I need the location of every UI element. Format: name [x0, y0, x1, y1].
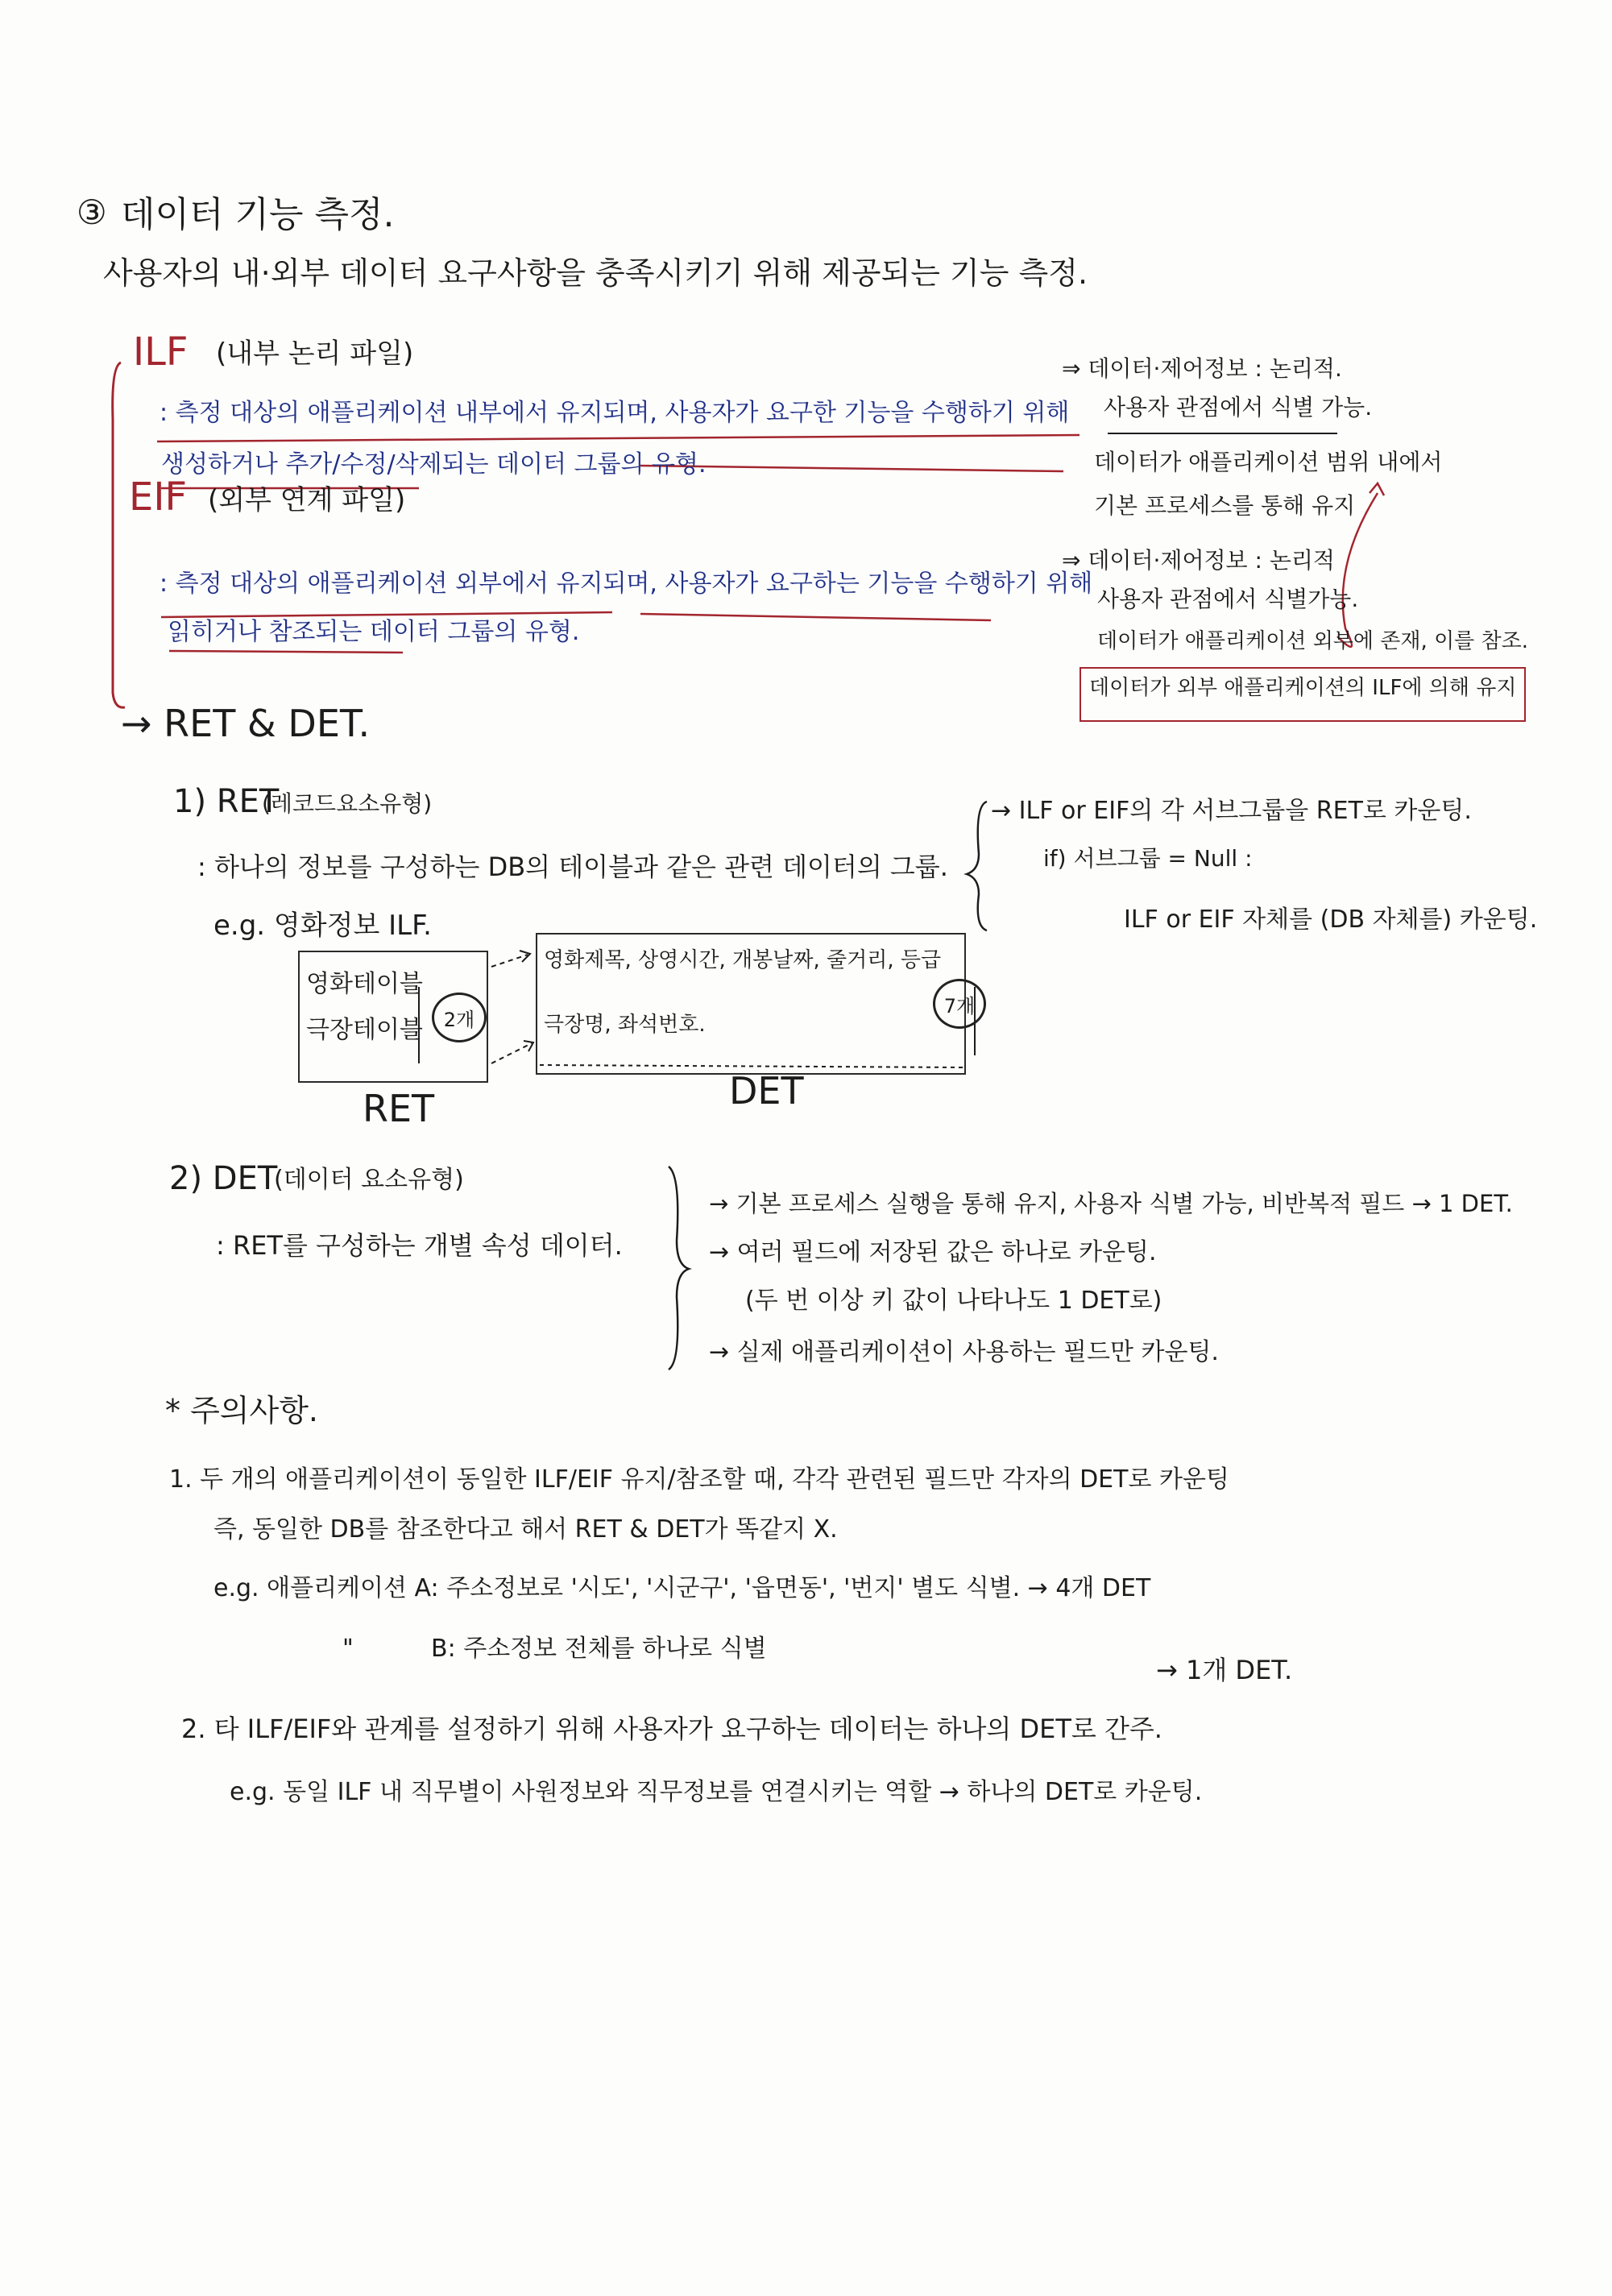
- ret-count: 2개: [443, 1008, 475, 1031]
- det-count-circle: [933, 979, 986, 1029]
- det-desc: : RET를 구성하는 개별 속성 데이터.: [216, 1230, 623, 1261]
- eif-desc-line2: 읽히거나 참조되는 데이터 그룹의 유형.: [168, 618, 580, 646]
- eif-paren: (외부 연계 파일): [208, 484, 406, 516]
- side-note-8: 데이터가 외부 애플리케이션의 ILF에 의해 유지: [1089, 676, 1517, 700]
- eif-label: EIF: [129, 475, 188, 520]
- det-fields-line2: 극장명, 좌석번호.: [544, 1013, 706, 1037]
- ret-example: e.g. 영화정보 ILF.: [213, 910, 432, 942]
- ilf-paren: (내부 논리 파일): [216, 338, 414, 370]
- caution-2-line1: 2. 타 ILF/EIF와 관계를 설정하기 위해 사용자가 요구하는 데이터는 하나의 DET로 간주.: [181, 1714, 1162, 1744]
- caution-1-example-b: B: 주소정보 전체를 하나로 식별: [431, 1635, 767, 1663]
- side-note-6: 사용자 관점에서 식별가능.: [1097, 586, 1359, 612]
- ret-count-circle: [432, 993, 487, 1042]
- caution-2-line2: e.g. 동일 ILF 내 직무별이 사원정보와 직무정보를 연결시키는 역할 → 하나의 DET로 카운팅.: [230, 1778, 1203, 1806]
- page-title: 데이터 기능 측정.: [121, 194, 395, 235]
- side-note-4: 기본 프로세스를 통해 유지: [1094, 492, 1356, 519]
- intro-line: 사용자의 내·외부 데이터 요구사항을 충족시키기 위해 제공되는 기능 측정.: [103, 255, 1088, 291]
- section-number: ③: [77, 193, 107, 232]
- ret-det-heading: → RET & DET.: [121, 702, 371, 745]
- ret-desc: : 하나의 정보를 구성하는 DB의 테이블과 같은 관련 데이터의 그룹.: [197, 852, 948, 882]
- ret-note-1: → ILF or EIF의 각 서브그룹을 RET로 카운팅.: [991, 797, 1472, 825]
- ilf-label: ILF: [133, 329, 189, 375]
- det-count: 7개: [943, 994, 976, 1017]
- det-note-1: → 기본 프로세스 실행을 통해 유지, 사용자 식별 가능, 비반복적 필드 → 1 DET.: [709, 1190, 1513, 1217]
- caution-1-ditto-mark: ": [342, 1635, 354, 1663]
- ret-table-1: 영화테이블: [306, 970, 423, 998]
- ret-note-3: ILF or EIF 자체를 (DB 자체를) 카운팅.: [1124, 906, 1538, 934]
- det-paren: (데이터 요소유형): [274, 1166, 464, 1194]
- det-box-label: DET: [729, 1069, 804, 1113]
- caution-1-example-b-result: → 1개 DET.: [1156, 1655, 1293, 1685]
- side-note-2: 사용자 관점에서 식별 가능.: [1104, 394, 1373, 421]
- ilf-desc-line2: 생성하거나 추가/수정/삭제되는 데이터 그룹의 유형.: [161, 450, 707, 479]
- ret-table-2: 극장테이블: [306, 1016, 423, 1044]
- det-heading: 2) DET: [169, 1160, 278, 1197]
- caution-1-line2: 즉, 동일한 DB를 참조한다고 해서 RET & DET가 똑같지 X.: [213, 1515, 838, 1544]
- side-note-5: ⇒ 데이터·제어정보 : 논리적: [1062, 547, 1335, 574]
- det-note-2: → 여러 필드에 저장된 값은 하나로 카운팅.: [709, 1238, 1157, 1266]
- det-fields-line1: 영화제목, 상영시간, 개봉날짜, 줄거리, 등급: [544, 948, 942, 972]
- det-note-3: (두 번 이상 키 값이 나타나도 1 DET로): [745, 1287, 1162, 1315]
- side-note-3: 데이터가 애플리케이션 범위 내에서: [1094, 449, 1443, 475]
- ilf-desc-line1: : 측정 대상의 애플리케이션 내부에서 유지되며, 사용자가 요구한 기능을 수행하기 위해: [160, 399, 1070, 427]
- side-note-1: ⇒ 데이터·제어정보 : 논리적.: [1062, 355, 1342, 382]
- side-note-7: 데이터가 애플리케이션 외부에 존재, 이를 참조.: [1097, 629, 1529, 653]
- ret-box-label: RET: [363, 1087, 435, 1130]
- eif-desc-line1: : 측정 대상의 애플리케이션 외부에서 유지되며, 사용자가 요구하는 기능을 수행하기 위해: [160, 570, 1093, 598]
- ret-heading: 1) RET: [173, 783, 280, 820]
- caution-1-example-a: e.g. 애플리케이션 A: 주소정보로 '시도', '시군구', '읍면동', '번지' 별도 식별. → 4개 DET: [213, 1574, 1151, 1602]
- caution-1-line1: 1. 두 개의 애플리케이션이 동일한 ILF/EIF 유지/참조할 때, 각각 관련된 필드만 각자의 DET로 카운팅: [169, 1465, 1229, 1494]
- ret-paren: (레코드요소유형): [262, 790, 433, 817]
- cautions-heading: * 주의사항.: [165, 1393, 318, 1428]
- det-note-4: → 실제 애플리케이션이 사용하는 필드만 카운팅.: [709, 1338, 1219, 1366]
- ret-note-2: if) 서브그룹 = Null :: [1043, 845, 1253, 872]
